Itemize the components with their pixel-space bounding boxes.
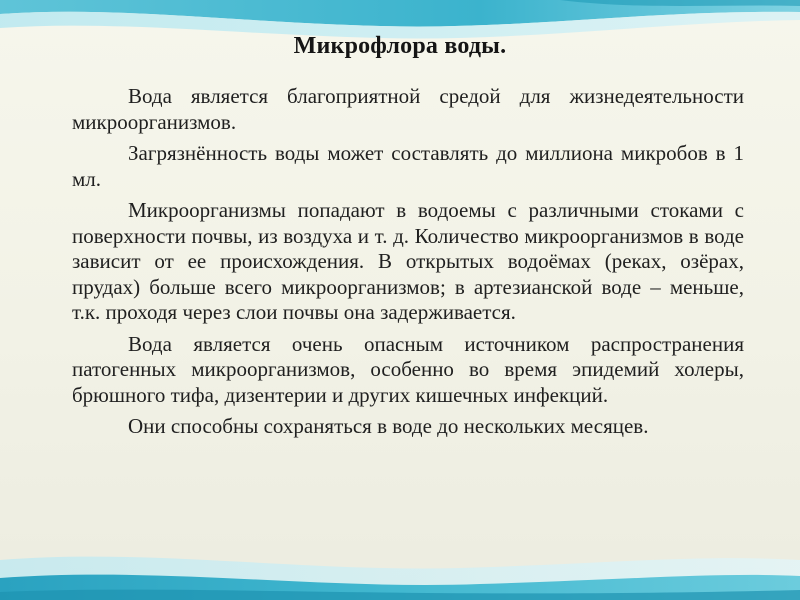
slide-body	[72, 84, 744, 446]
body-paragraph-1: Вода является благоприятной средой для жизнедеятельности микроорганизмов.	[72, 84, 744, 134]
bottom-wave-decoration	[0, 520, 800, 600]
body-paragraph-3: Микроорганизмы попадают в водоемы с различными стоками с поверхности почвы, из воздуха и т. д. Количество микроорганизмов в воде зависит от ее происхождения. В открытых водоёмах (реках, озёрах, прудах) больше всего микроорганизмов; в артезианской воде – меньше, т.к. проходя через слои почвы она задерживается.	[72, 198, 744, 324]
body-paragraph-4: Вода является очень опасным источником распространения патогенных микроорганизмов, особенно во время эпидемий холеры, брюшного тифа, дизентерии и других кишечных инфекций.	[72, 331, 744, 407]
body-paragraph-2: Загрязнённость воды может составлять до миллиона микробов в 1 мл.	[72, 141, 744, 191]
body-paragraph-5: Они способны сохраняться в воде до нескольких месяцев.	[128, 414, 649, 438]
slide-title: Микрофлора воды.	[293, 33, 507, 59]
